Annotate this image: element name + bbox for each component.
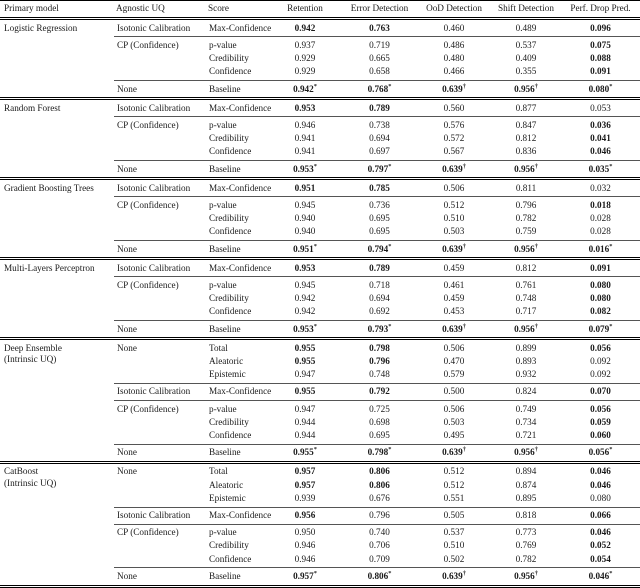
significance-marker: *	[388, 82, 392, 90]
value-cell: 0.955*	[268, 444, 342, 462]
significance-marker: †	[462, 162, 466, 170]
value-cell: 0.460	[417, 19, 491, 37]
score-cell: Max-Confidence	[206, 507, 268, 524]
value-cell: 0.486	[417, 37, 491, 52]
value-cell: 0.796	[491, 197, 561, 212]
value-cell: 0.066	[561, 507, 640, 524]
score-cell: Confidence	[209, 226, 252, 237]
score-cell: Max-Confidence	[206, 99, 268, 117]
value-cell: 0.459	[443, 293, 465, 304]
value-cell: 0.503	[443, 416, 465, 427]
score-cell: p-value	[206, 524, 268, 539]
value-cell: 0.789	[342, 259, 417, 277]
significance-marker: †	[534, 322, 538, 330]
value-cell: 0.079*	[561, 321, 640, 339]
value-cell: 0.665	[369, 53, 390, 64]
value-cell: 0.510	[443, 213, 465, 224]
value-cell: 0.046*	[561, 568, 640, 586]
primary-model-cell: Multi-Layers Perceptron	[0, 259, 114, 339]
significance-marker: *	[313, 162, 317, 170]
score-cell: Confidence	[209, 306, 252, 317]
value-cell: 0.506	[417, 401, 491, 416]
value-cell: 0.847	[491, 117, 561, 132]
value-cell: 0.721	[515, 429, 537, 440]
value-cell: 0.695	[369, 226, 390, 237]
score-cell: Credibility	[209, 416, 249, 427]
significance-marker: *	[313, 242, 317, 250]
value-cell: 0.355	[515, 66, 537, 77]
value-cell: 0.785	[342, 179, 417, 197]
score-cell: Max-Confidence	[206, 179, 268, 197]
value-cell: 0.576	[417, 117, 491, 132]
primary-model-cell: Gradient Boosting Trees	[0, 179, 114, 259]
value-cell: 0.453	[443, 306, 465, 317]
value-cell: 0.806	[369, 479, 390, 490]
value-cell: 0.811	[491, 179, 561, 197]
significance-marker: *	[313, 446, 317, 454]
value-cell: 0.725	[342, 401, 417, 416]
value-cell: 0.676	[369, 492, 390, 503]
primary-model-cell: Logistic Regression	[0, 19, 114, 99]
value-cell: 0.824	[491, 383, 561, 400]
value-cell: 0.957	[294, 479, 316, 490]
value-cell: 0.946	[268, 117, 342, 132]
value-cell: 0.080*	[561, 81, 640, 99]
significance-marker: *	[609, 569, 613, 577]
value-cell: 0.639†	[417, 568, 491, 586]
value-cell: 0.946	[294, 553, 316, 564]
significance-marker: †	[534, 162, 538, 170]
value-cell: 0.941	[294, 133, 316, 144]
value-cell: 0.789	[342, 99, 417, 117]
value-cell: 0.748	[515, 293, 537, 304]
value-cell: 0.512	[417, 197, 491, 212]
value-cell: 0.059	[590, 416, 611, 427]
value-cell: 0.953*	[268, 321, 342, 339]
value-cell: 0.709	[369, 553, 390, 564]
value-cell: 0.510	[443, 540, 465, 551]
score-cell: Confidence	[209, 146, 252, 157]
value-cell: 0.698	[369, 416, 390, 427]
value-cell: 0.505	[417, 507, 491, 524]
column-header-ood-detection: OoD Detection	[417, 1, 491, 19]
score-cell: Credibility	[209, 293, 249, 304]
table-row	[0, 259, 640, 277]
value-cell: 0.551	[443, 492, 465, 503]
value-cell: 0.899	[491, 339, 561, 355]
significance-marker: †	[462, 569, 466, 577]
score-cell: p-value	[206, 197, 268, 212]
value-cell: 0.697	[369, 146, 390, 157]
significance-marker: †	[462, 446, 466, 454]
value-cell: 0.836	[515, 146, 537, 157]
value-cell: 0.953*	[268, 161, 342, 179]
value-cell: 0.694	[369, 293, 390, 304]
value-cell: 0.761	[491, 277, 561, 292]
value-cell: 0.940	[294, 226, 316, 237]
value-cell: 0.806*	[342, 568, 417, 586]
agnostic-uq-cell: None	[114, 568, 206, 586]
value-cell: 0.466	[443, 66, 465, 77]
value-cell: 0.929	[294, 66, 316, 77]
agnostic-uq-cell: CP (Confidence)	[114, 197, 206, 241]
value-cell: 0.942	[294, 306, 316, 317]
agnostic-uq-cell: Isotonic Calibration	[114, 259, 206, 277]
value-cell: 0.738	[342, 117, 417, 132]
agnostic-uq-cell: None	[114, 81, 206, 99]
score-cell: Baseline	[206, 81, 268, 99]
value-cell: 0.798*	[342, 444, 417, 462]
value-cell: 0.740	[342, 524, 417, 539]
column-header-primary-model: Primary model	[0, 1, 114, 19]
value-cell: 0.773	[491, 524, 561, 539]
header-row	[0, 1, 640, 19]
value-cell: 0.639†	[417, 241, 491, 259]
value-cell: 0.579	[443, 369, 465, 380]
score-cell: Total	[206, 339, 268, 355]
value-cell: 0.054	[590, 553, 611, 564]
value-cell: 0.939	[294, 492, 316, 503]
value-cell: 0.658	[369, 66, 390, 77]
value-cell: 0.942*	[268, 81, 342, 99]
score-cell: Epistemic	[209, 492, 246, 503]
value-cell: 0.070	[561, 383, 640, 400]
agnostic-uq-cell: None	[114, 462, 206, 507]
value-cell: 0.080	[561, 277, 640, 292]
significance-marker: *	[313, 82, 317, 90]
score-cell: Credibility	[209, 213, 249, 224]
value-cell: 0.480	[443, 53, 465, 64]
value-cell: 0.749	[491, 401, 561, 416]
score-cell: Total	[206, 462, 268, 478]
value-cell: 0.080	[590, 492, 611, 503]
score-cell: Baseline	[206, 321, 268, 339]
value-cell: 0.046	[590, 479, 611, 490]
table-row	[0, 179, 640, 197]
value-cell: 0.947	[268, 401, 342, 416]
value-cell: 0.792	[342, 383, 417, 400]
value-cell: 0.512	[417, 462, 491, 478]
value-cell: 0.946	[294, 540, 316, 551]
value-cell: 0.818	[491, 507, 561, 524]
score-cell: Baseline	[206, 161, 268, 179]
significance-marker: *	[388, 322, 392, 330]
value-cell: 0.459	[417, 259, 491, 277]
significance-marker: †	[534, 569, 538, 577]
value-cell: 0.947	[294, 369, 316, 380]
score-cell: Credibility	[209, 133, 249, 144]
significance-marker: *	[388, 162, 392, 170]
value-cell: 0.056*	[561, 444, 640, 462]
value-cell: 0.734	[515, 416, 537, 427]
value-cell: 0.080	[590, 293, 611, 304]
value-cell: 0.941	[294, 146, 316, 157]
table-row	[0, 99, 640, 117]
value-cell: 0.942	[268, 19, 342, 37]
value-cell: 0.956†	[491, 444, 561, 462]
value-cell: 0.955	[294, 355, 316, 366]
value-cell: 0.929	[294, 53, 316, 64]
value-cell: 0.695	[369, 429, 390, 440]
value-cell: 0.470	[443, 355, 465, 366]
score-cell: p-value	[206, 401, 268, 416]
value-cell: 0.894	[491, 462, 561, 478]
column-header-perf-drop-pred: Perf. Drop Pred.	[561, 1, 640, 19]
value-cell: 0.794*	[342, 241, 417, 259]
score-cell: Max-Confidence	[206, 383, 268, 400]
value-cell: 0.796	[369, 355, 390, 366]
column-header-shift-detection: Shift Detection	[491, 1, 561, 19]
value-cell: 0.951	[268, 179, 342, 197]
value-cell: 0.812	[491, 259, 561, 277]
value-cell: 0.461	[417, 277, 491, 292]
agnostic-uq-cell: Isotonic Calibration	[114, 383, 206, 400]
score-cell: Max-Confidence	[206, 259, 268, 277]
table-row	[0, 19, 640, 37]
agnostic-uq-cell: Isotonic Calibration	[114, 19, 206, 37]
score-cell: Aleatoric	[209, 479, 244, 490]
value-cell: 0.769	[515, 540, 537, 551]
value-cell: 0.748	[369, 369, 390, 380]
value-cell: 0.956	[268, 507, 342, 524]
significance-marker: †	[462, 82, 466, 90]
value-cell: 0.951*	[268, 241, 342, 259]
value-cell: 0.719	[342, 37, 417, 52]
value-cell: 0.092	[590, 355, 611, 366]
score-cell: Epistemic	[209, 369, 246, 380]
agnostic-uq-cell: CP (Confidence)	[114, 524, 206, 568]
score-cell: p-value	[206, 277, 268, 292]
score-cell: Aleatoric	[209, 355, 244, 366]
value-cell: 0.955	[268, 339, 342, 355]
column-header-score: Score	[206, 1, 268, 19]
value-cell: 0.877	[491, 99, 561, 117]
primary-model-cell: Deep Ensemble (Intrinsic UQ)	[0, 339, 114, 463]
score-cell: Confidence	[209, 66, 252, 77]
table-row	[0, 462, 640, 478]
value-cell: 0.495	[443, 429, 465, 440]
column-header-error-detection: Error Detection	[342, 1, 417, 19]
value-cell: 0.489	[491, 19, 561, 37]
value-cell: 0.706	[369, 540, 390, 551]
agnostic-uq-cell: CP (Confidence)	[114, 401, 206, 445]
score-cell: p-value	[206, 117, 268, 132]
value-cell: 0.694	[369, 133, 390, 144]
value-cell: 0.506	[417, 179, 491, 197]
value-cell: 0.782	[515, 553, 537, 564]
value-cell: 0.639†	[417, 161, 491, 179]
value-cell: 0.091	[561, 259, 640, 277]
value-cell: 0.957	[268, 462, 342, 478]
significance-marker: *	[609, 82, 613, 90]
value-cell: 0.950	[268, 524, 342, 539]
value-cell: 0.046	[590, 146, 611, 157]
value-cell: 0.956†	[491, 321, 561, 339]
value-cell: 0.537	[417, 524, 491, 539]
value-cell: 0.537	[491, 37, 561, 52]
value-cell: 0.717	[515, 306, 537, 317]
significance-marker: *	[609, 162, 613, 170]
primary-model-cell: Random Forest	[0, 99, 114, 179]
value-cell: 0.018	[561, 197, 640, 212]
significance-marker: †	[534, 82, 538, 90]
score-cell: Baseline	[206, 444, 268, 462]
value-cell: 0.798	[342, 339, 417, 355]
agnostic-uq-cell: None	[114, 321, 206, 339]
value-cell: 0.056	[561, 401, 640, 416]
value-cell: 0.945	[268, 277, 342, 292]
value-cell: 0.041	[590, 133, 611, 144]
value-cell: 0.409	[515, 53, 537, 64]
agnostic-uq-cell: CP (Confidence)	[114, 117, 206, 161]
value-cell: 0.942	[294, 293, 316, 304]
significance-marker: *	[609, 242, 613, 250]
score-cell: Credibility	[209, 53, 249, 64]
value-cell: 0.035*	[561, 161, 640, 179]
agnostic-uq-cell: None	[114, 444, 206, 462]
value-cell: 0.796	[342, 507, 417, 524]
value-cell: 0.053	[561, 99, 640, 117]
value-cell: 0.797*	[342, 161, 417, 179]
score-cell: Confidence	[209, 429, 252, 440]
value-cell: 0.036	[561, 117, 640, 132]
agnostic-uq-cell: CP (Confidence)	[114, 37, 206, 81]
value-cell: 0.895	[515, 492, 537, 503]
value-cell: 0.944	[294, 416, 316, 427]
value-cell: 0.937	[268, 37, 342, 52]
agnostic-uq-cell: CP (Confidence)	[114, 277, 206, 321]
value-cell: 0.759	[515, 226, 537, 237]
value-cell: 0.812	[515, 133, 537, 144]
agnostic-uq-cell: None	[114, 339, 206, 384]
agnostic-uq-cell: Isotonic Calibration	[114, 179, 206, 197]
table-body	[0, 19, 640, 586]
significance-marker: *	[388, 569, 392, 577]
column-header-retention: Retention	[268, 1, 342, 19]
value-cell: 0.956†	[491, 81, 561, 99]
value-cell: 0.692	[369, 306, 390, 317]
significance-marker: †	[462, 322, 466, 330]
value-cell: 0.768*	[342, 81, 417, 99]
value-cell: 0.046	[561, 462, 640, 478]
value-cell: 0.932	[515, 369, 537, 380]
value-cell: 0.088	[590, 53, 611, 64]
significance-marker: *	[388, 242, 392, 250]
value-cell: 0.956†	[491, 568, 561, 586]
value-cell: 0.806	[342, 462, 417, 478]
agnostic-uq-cell: None	[114, 241, 206, 259]
value-cell: 0.016*	[561, 241, 640, 259]
value-cell: 0.096	[561, 19, 640, 37]
value-cell: 0.955	[268, 383, 342, 400]
value-cell: 0.793*	[342, 321, 417, 339]
value-cell: 0.763	[342, 19, 417, 37]
value-cell: 0.512	[443, 479, 465, 490]
value-cell: 0.052	[590, 540, 611, 551]
score-cell: Baseline	[206, 568, 268, 586]
value-cell: 0.956†	[491, 161, 561, 179]
score-cell: Baseline	[206, 241, 268, 259]
value-cell: 0.046	[561, 524, 640, 539]
agnostic-uq-cell: Isotonic Calibration	[114, 99, 206, 117]
value-cell: 0.893	[515, 355, 537, 366]
agnostic-uq-cell: None	[114, 161, 206, 179]
agnostic-uq-cell: Isotonic Calibration	[114, 507, 206, 524]
significance-marker: †	[534, 242, 538, 250]
value-cell: 0.092	[590, 369, 611, 380]
value-cell: 0.028	[590, 213, 611, 224]
value-cell: 0.075	[561, 37, 640, 52]
value-cell: 0.957*	[268, 568, 342, 586]
value-cell: 0.503	[443, 226, 465, 237]
value-cell: 0.695	[369, 213, 390, 224]
primary-model-cell: CatBoost (Intrinsic UQ)	[0, 462, 114, 586]
value-cell: 0.718	[342, 277, 417, 292]
value-cell: 0.639†	[417, 444, 491, 462]
table-row	[0, 339, 640, 355]
significance-marker: †	[462, 242, 466, 250]
value-cell: 0.874	[515, 479, 537, 490]
value-cell: 0.091	[590, 66, 611, 77]
significance-marker: *	[609, 446, 613, 454]
score-cell: Confidence	[209, 553, 252, 564]
value-cell: 0.782	[515, 213, 537, 224]
value-cell: 0.956†	[491, 241, 561, 259]
value-cell: 0.082	[590, 306, 611, 317]
significance-marker: *	[313, 322, 317, 330]
score-cell: Credibility	[209, 540, 249, 551]
significance-marker: †	[534, 446, 538, 454]
significance-marker: *	[313, 569, 317, 577]
value-cell: 0.506	[417, 339, 491, 355]
value-cell: 0.056	[561, 339, 640, 355]
value-cell: 0.736	[342, 197, 417, 212]
value-cell: 0.032	[561, 179, 640, 197]
score-cell: p-value	[206, 37, 268, 52]
value-cell: 0.945	[268, 197, 342, 212]
value-cell: 0.060	[590, 429, 611, 440]
value-cell: 0.953	[268, 259, 342, 277]
value-cell: 0.639†	[417, 321, 491, 339]
significance-marker: *	[609, 322, 613, 330]
value-cell: 0.944	[294, 429, 316, 440]
value-cell: 0.940	[294, 213, 316, 224]
column-header-agnostic-uq: Agnostic UQ	[114, 1, 206, 19]
value-cell: 0.567	[443, 146, 465, 157]
value-cell: 0.953	[268, 99, 342, 117]
value-cell: 0.502	[443, 553, 465, 564]
value-cell: 0.028	[590, 226, 611, 237]
score-cell: Max-Confidence	[206, 19, 268, 37]
value-cell: 0.500	[417, 383, 491, 400]
value-cell: 0.560	[417, 99, 491, 117]
value-cell: 0.572	[443, 133, 465, 144]
value-cell: 0.639†	[417, 81, 491, 99]
significance-marker: *	[388, 446, 392, 454]
